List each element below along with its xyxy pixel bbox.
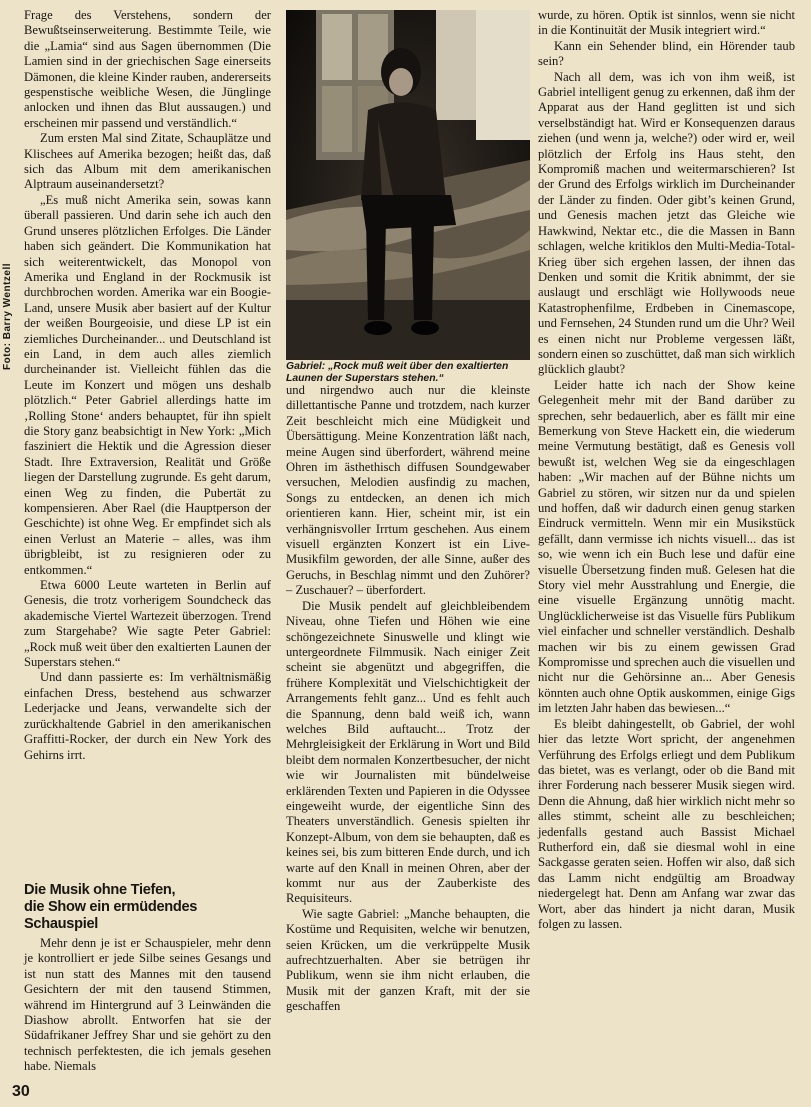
photo-credit: Foto: Barry Wentzell [2, 262, 13, 370]
paragraph: Nach all dem, was ich von ihm weiß, ist Gabriel intelligent genug zu erkennen, daß ihm der Apparat aus der Hand geglitten ist und sich verselbständigt hat. Wird er Konsequenzen daraus ziehen (und wenn ja, welche?) oder wird er, weil plötzlich der Erfolg ins Haus steht, den Kompromiß machen und weitermarschieren? Ist der Grund des Erfolgs wirklich im Durcheinander der Länder zu finden. Oder gibt’s keinen Grund, und Genesis machen jetzt das Gleiche wie Hawkwind, Nektar etc., die die Massen in Bann schlagen, welche kritiklos den Multi-Media-Total-Krieg über sich ergehen lassen, der ihnen das Denken und somit die Kritik abnimmt, der sie auslaugt und erschlägt wie Hollywoods neue Katastrophenfilme, Erdbeben in Cinemascope, und Fernsehen, 24 Stunden rund um die Uhr? Weil es einen nicht nur Probleme vergessen läßt, sondern einen so zuschüttet, daß man sich wirklich glücklich glaubt? [538, 69, 795, 377]
paragraph: Wie sagte Gabriel: „Manche behaupten, die Kostüme und Requisiten, welche wir benutzen, seien Krücken, um die verkrüppelte Musik aufrechtzuerhalten. Aber sie betrügen ihr Publikum, wenn sie ihm nicht erlauben, die Musik mit der ganzen Kraft, mit der sie geschaffen [286, 906, 530, 1014]
article-column-3 [538, 8, 795, 932]
paragraph: Leider hatte ich nach der Show keine Gelegenheit mehr mit der Band darüber zu sprechen, sehr bedauerlich, aber es fällt mir eine Bemerkung von Steve Hackett ein, die wiederum meine Vermutung bestätigt, daß es Genesis voll bewußt ist, welchen Weg sie da eingeschlagen haben: „Wir machen auf der Bühne nichts um Gabriel zu stören, wir sitzen nur da und spielen und hoffen, daß wir dadurch einen genug starken Eindruck vermitteln. Wenn mir ein Musikstück gefällt, dann vermisse ich nichts visuell... das ist so, wie wenn ich ein Buch lese und dafür eine visuelle Übersetzung finden muß. Gelesen hat die Story viel mehr Ausstrahlung und Energie, die eine visuelle Ergänzung unnötig macht. Unglücklicherweise ist das Visuelle fürs Publikum viel einfacher und schneller verständlich. Deshalb machen wir bis zu einem gewissen Grad Kompromisse und sprechen auch die visuellen und nicht nur die Gehörsinne an... Aber Genesis könnten auch ohne Optik auskommen, einige Gigs im letzten Jahr haben das bewiesen...“ [538, 377, 795, 716]
paragraph: und nirgendwo auch nur die kleinste dillettantische Panne und trotzdem, nach kurzer Zeit beschleicht mich eine Müdigkeit und Übersättigung. Meine Konzentration läßt nach, meine Augen sind überfordert, während meine Ohren im ästhethisch diffusen Soundgewaber versuchen, Melodien ausfindig zu machen, Songs zu entdecken, an denen ich mich orientieren kann. Hier, scheint mir, ist ein verhängnisvoller Irrtum geschehen. Aus einem visuell ergänzten Konzert ist ein Live-Musikfilm geworden, der alle Sinne, außer des Geruchs, in Beschlag nimmt und den Zuhörer? – Zuschauer? – überfordert. [286, 383, 530, 598]
paragraph: Es bleibt dahingestellt, ob Gabriel, der wohl hier das letzte Wort spricht, der angenehmen Verführung des Erfolgs erliegt und dem Publikum das bietet, was es verlangt, oder ob die Band mit ihrer Forderung nach besserer Musik siegen wird. Denn die Ahnung, daß hier wirklich nicht mehr so alles stimmt, scheint alle zu beschleichen; jedenfalls gestand auch Bassist Michael Rutherford ein, daß sie diesmal wohl in eine Sackgasse geraten seien. Hoffen wir also, daß sich das Lamm nicht endgültig am Broadway niedergelegt hat. Denn am Anfang war zwar das Wort, aber das hindert ja nicht daran, Musik folgen zu lassen. [538, 716, 795, 931]
paragraph: Kann ein Sehender blind, ein Hörender taub sein? [538, 38, 795, 69]
paragraph: Etwa 6000 Leute warteten in Berlin auf Genesis, die trotz vorherigem Soundcheck das akademische Viertel Wartezeit überzogen. Trend zum Stargehabe? Wie sagte Peter Gabriel: „Rock muß weit über den exaltierten Launen der Superstars stehen.“ [24, 578, 271, 670]
paragraph: „Es muß nicht Amerika sein, sowas kann überall passieren. Und darin sehe ich auch den Grund unseres plötzlichen Erfolges. Die Länder haben sich geändert. Die Kommunikation hat sich weiterentwickelt, das Monopol von Amerika und England in der Rockmusik ist durchbrochen worden. Amerika war ein Boogie-Land, unsere Musik aber basiert auf der Kultur der weißen Bourgeoisie, und diese LP ist ein ziemliches Durcheinander... und Deutschland ist ein Land, in dem auch alles ziemlich durcheinander ist. Vielleicht fühlen das die Leute im Konzert und mögen uns deshalb plötzlich.“ Peter Gabriel allerdings hatte im ‚Rolling Stone‘ anders behauptet, für ihn spielt die Story ganz beabsichtigt in New York: „Mich fasziniert die Hektik und die Agression dieser Stadt. Ihre Extraversion, Realität und Größe liegen der Darstellung zugrunde. Es geht darum, einen Weg zu finden, die Pubertät zu kompensieren. Aber Rael (die Hauptperson der Geschichte) ist ohne Weg. Er empfindet sich als einen Verlust an Materie – alles, was ihm übrigbleibt, ist zu resignieren oder zu entkommen.“ [24, 192, 271, 577]
subheading [24, 882, 271, 933]
paragraph: Zum ersten Mal sind Zitate, Schauplätze und Klischees auf Amerika bezogen; heißt das, daß sich das Album mit dem amerikanischen Alptraum auseinandersetzt? [24, 131, 271, 192]
article-column-1 [24, 8, 271, 763]
article-column-1-continued [24, 936, 271, 1075]
photo-peter-gabriel [286, 10, 530, 360]
paragraph: wurde, zu hören. Optik ist sinnlos, wenn sie nicht in die Kontinuität der Musik integriert wird.“ [538, 8, 795, 38]
subheading-line-1: Die Musik ohne Tiefen, [24, 882, 176, 898]
paragraph: Mehr denn je ist er Schauspieler, mehr denn je kontrolliert er jede Silbe seines Gesangs und ist nun statt des Mannes mit den tausend Gesichtern der mit den tausend Stimmen, während im Hintergrund auf 3 Leinwänden die Diashow abrollt. Entworfen hat sie der Südafrikaner Jeffrey Shar und sie gehört zu den technisch perfektesten, die ich jemals gesehen habe. Niemals [24, 936, 271, 1074]
article-column-2 [286, 383, 530, 1015]
paragraph: Die Musik pendelt auf gleichbleibendem Niveau, ohne Tiefen und Höhen wie eine schöngezeichnete Sinuswelle und klingt wie untergeordnete Filmmusik. Nach einiger Zeit scheint sie abgenützt und abgegriffen, die frühere Komplexität und Vielschichtigkeit der Arrangements fehlt ganz... Und es fehlt auch die Spannung, denn bald weiß ich, wann welches Bild auftaucht... Trotz der Mehrgleisigkeit der Erklärung in Wort und Bild bleibt dem normalen Konzertbesucher, der nicht wie wir Journalisten mit bündelweise erklärenden Texten und Papieren in die Odyssee eingeweiht wurde, der eigentliche Sinn des Theaters unverständlich. Genesis spielten ihr Konzept-Album, von dem sie behaupten, daß es keines sei, bis zum bitteren Ende durch, und ich warte auf den Knall in meinen Ohren, aber der kommt nur aus der Zauberkiste des Requisiteurs. [286, 598, 530, 906]
page-number: 30 [12, 1083, 30, 1100]
paragraph: Und dann passierte es: Im verhältnismäßig einfachen Dress, bestehend aus schwarzer Lederjacke und Jeans, verwandelte sich der zurückhaltende Gabriel in den amerikanischen Graffitti-Rocker, der durch ein New York des Gehirns irrt. [24, 670, 271, 762]
subheading-line-2: die Show ein ermüdendes Schauspiel [24, 899, 198, 932]
paragraph: Frage des Verstehens, sondern der Bewußtseinserweiterung. Bestimmte Teile, wie die „Lamia“ sind aus Sagen übernommen (Die Lamien sind in der griechischen Sage einerseits Dämonen, die kleine Kinder rauben, andererseits gespenstische weibliche Wesen, die Jünglinge anlocken und ihnen das Blut aussaugen.) und erscheinen mir passend und verständlich.“ [24, 8, 271, 130]
photo-caption: Gabriel: „Rock muß weit über den exaltierten Launen der Superstars stehen.“ [286, 361, 509, 384]
